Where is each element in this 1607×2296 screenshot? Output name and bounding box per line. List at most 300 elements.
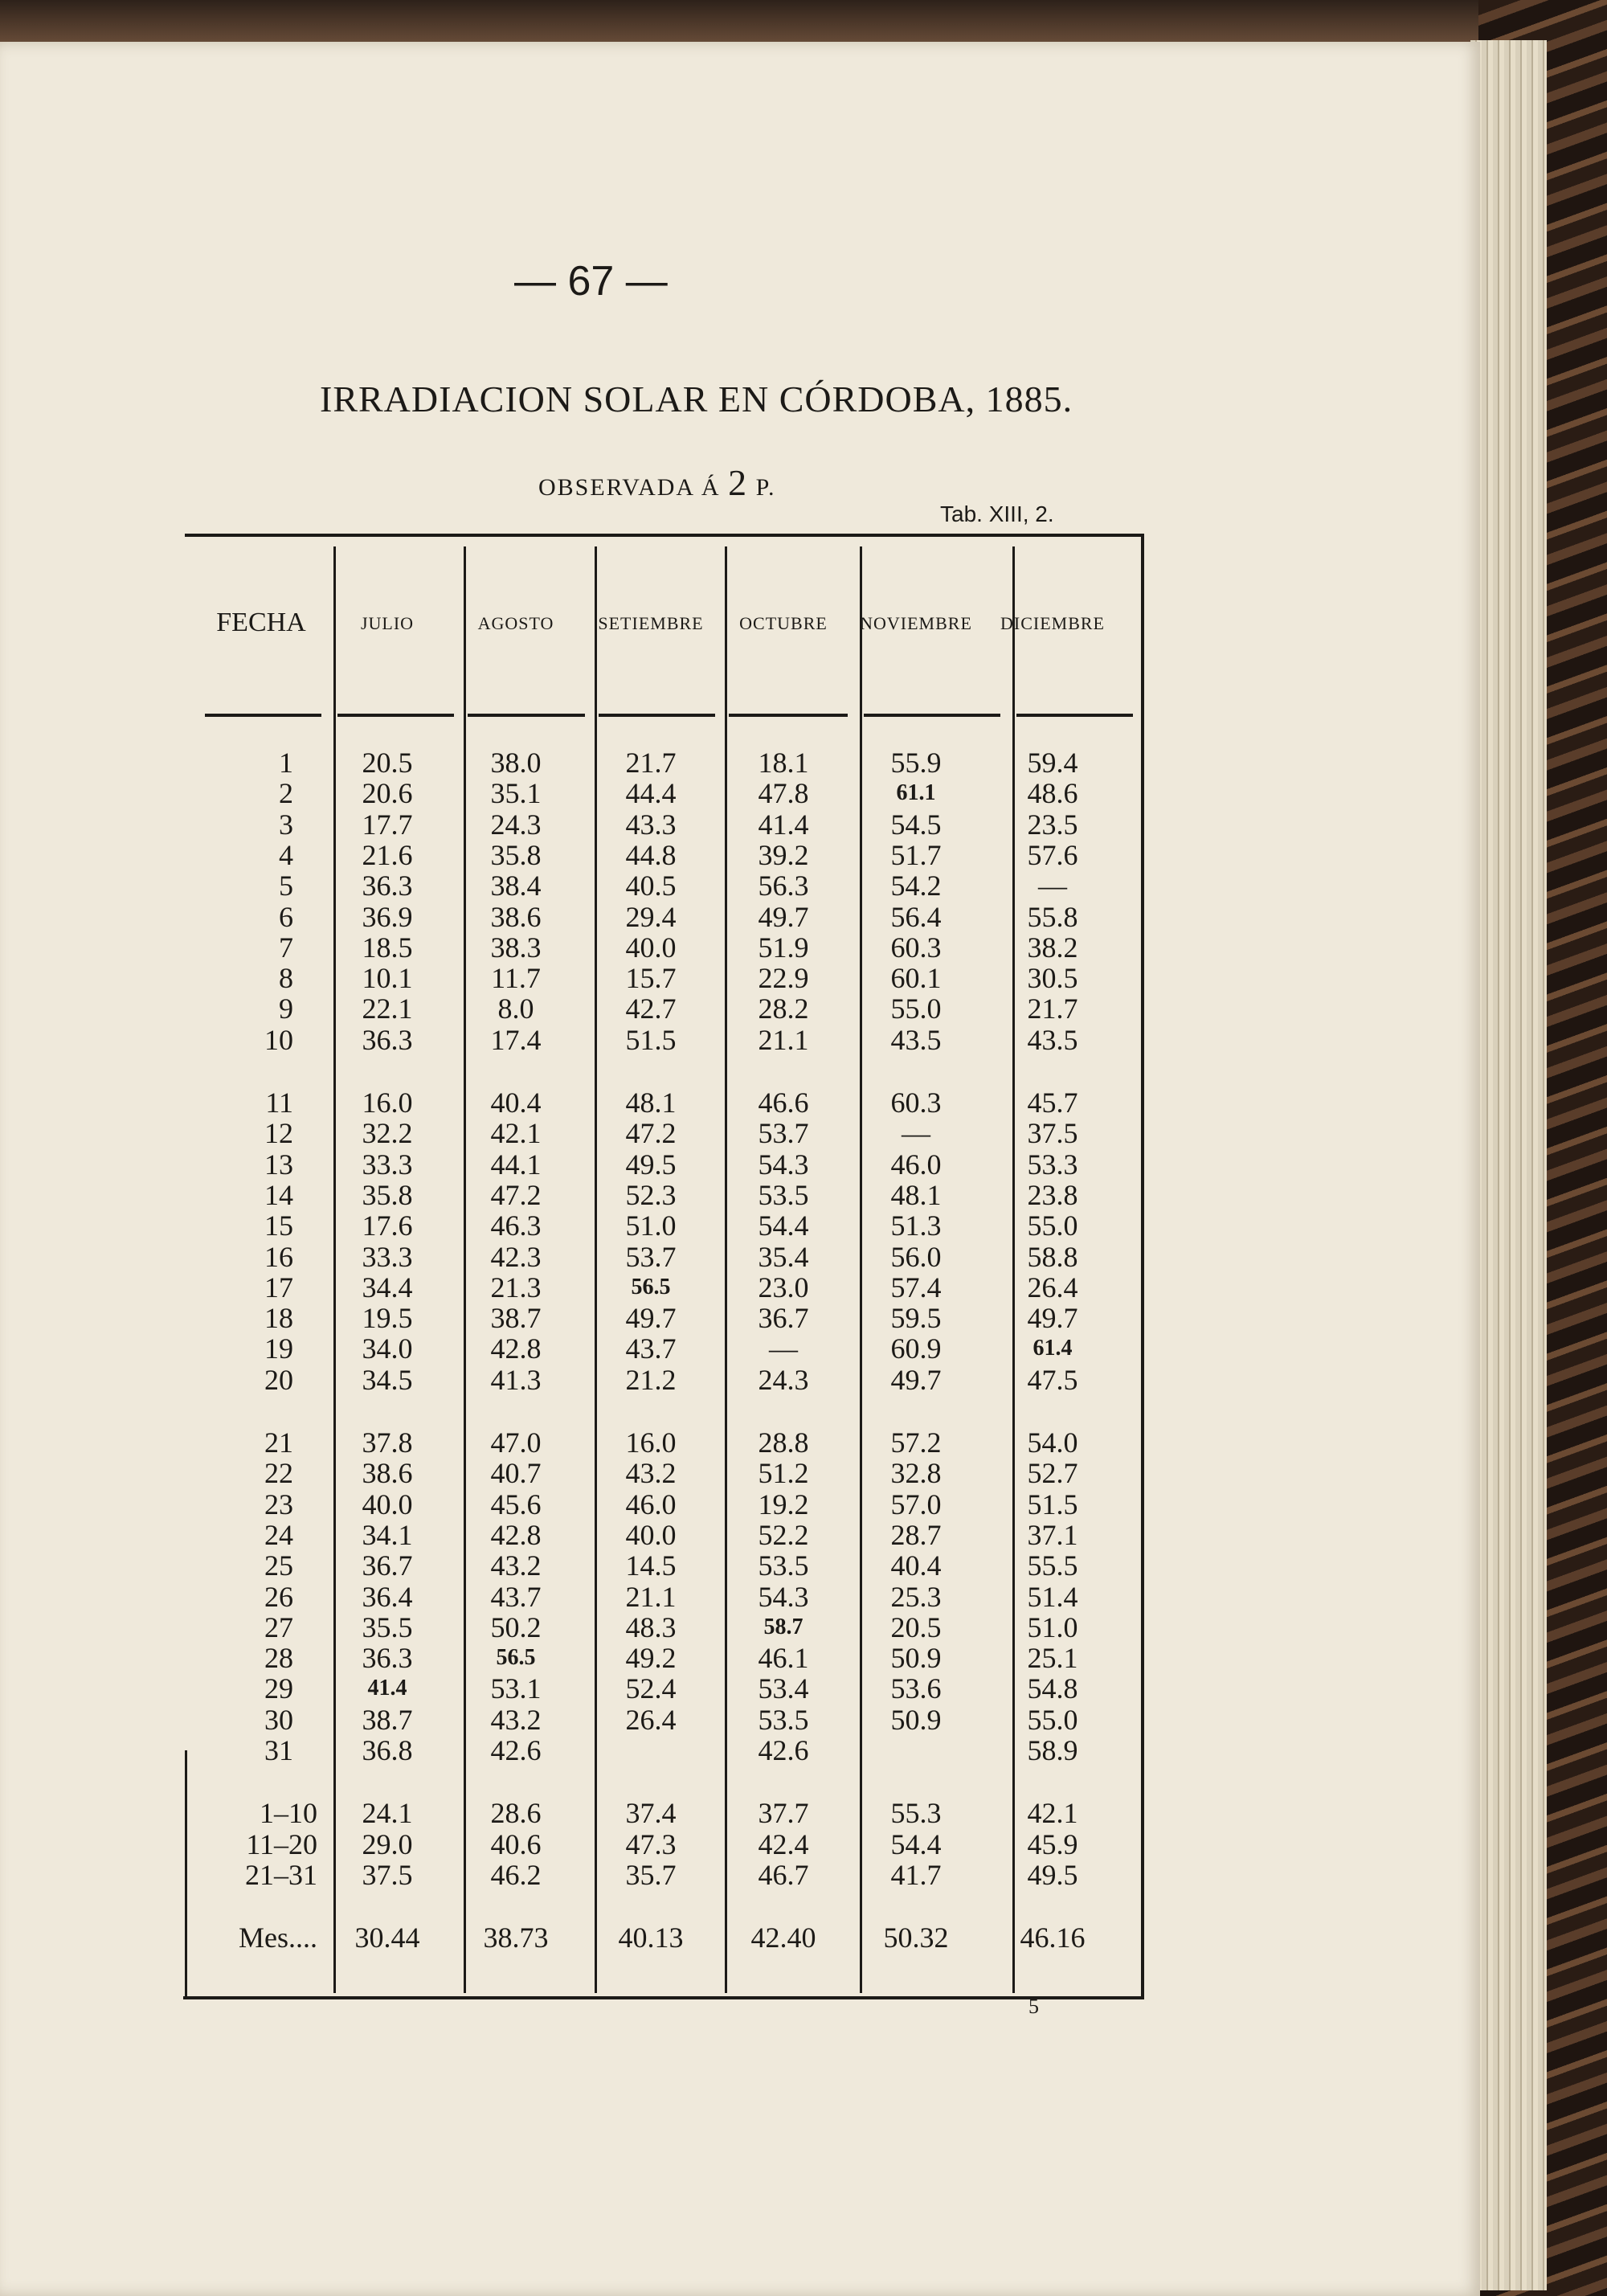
cell-diciembre: 55.8 [1027,900,1078,933]
table-row [185,1242,1141,1272]
table-row [185,1210,1141,1241]
cell-setiembre: 49.5 [625,1148,677,1181]
cell-diciembre: 45.7 [1027,1087,1078,1119]
cell-diciembre: 46.16 [1020,1922,1086,1954]
cell-noviembre: 51.3 [890,1209,942,1242]
summary-row [185,1860,1141,1890]
cell-setiembre: 40.0 [625,1518,677,1551]
cell-diciembre: — [1038,870,1067,902]
cell-diciembre: 38.2 [1027,931,1078,964]
cell-agosto: 38.0 [490,747,542,779]
cell-julio: 17.6 [362,1209,413,1242]
cell-diciembre: 51.0 [1027,1610,1078,1643]
cell-agosto: 38.6 [490,900,542,933]
cell-noviembre: 53.6 [890,1672,942,1705]
cell-agosto: 46.3 [490,1209,542,1242]
header-underline [337,714,454,717]
cell-agosto: 35.1 [490,777,542,810]
table-row [185,1025,1141,1055]
table-row [185,1550,1141,1581]
cell-julio: 20.5 [362,747,413,779]
cell-agosto: 44.1 [490,1148,542,1181]
cell-agosto: 40.7 [490,1457,542,1490]
cell-diciembre: 23.8 [1027,1178,1078,1211]
cell-julio: 18.5 [362,931,413,964]
cell-setiembre: 52.3 [625,1178,677,1211]
cell-setiembre: 47.3 [625,1827,677,1860]
cell-diciembre: 55.5 [1027,1549,1078,1582]
cell-setiembre: 40.13 [618,1922,684,1954]
cell-agosto: 38.7 [490,1302,542,1335]
cell-diciembre: 25.1 [1027,1642,1078,1675]
cell-diciembre: 54.8 [1027,1672,1078,1705]
cell-julio: 36.3 [362,1642,413,1675]
table-row [185,1303,1141,1333]
cell-noviembre: 50.32 [883,1922,949,1954]
cell-diciembre: 58.9 [1027,1734,1078,1766]
cell-setiembre: 51.5 [625,1023,677,1056]
data-table [185,534,1144,1999]
cell-julio: 22.1 [362,992,413,1025]
cell-fecha: 1 [279,747,293,779]
header-underline [864,714,1000,717]
cell-agosto: 40.4 [490,1087,542,1119]
cell-octubre: 21.1 [758,1023,809,1056]
cell-julio: 34.1 [362,1518,413,1551]
subtitle-prefix: OBSERVADA Á [538,474,721,501]
table-row [185,1087,1141,1118]
header-underline [1016,714,1133,717]
cell-noviembre: 60.3 [890,931,942,964]
cell-julio: 36.3 [362,1023,413,1056]
cell-octubre: 54.4 [758,1209,809,1242]
book-page [0,42,1480,2296]
table-row [185,870,1141,901]
table-reference: Tab. XIII, 2. [940,501,1054,526]
cell-setiembre: 43.3 [625,808,677,841]
cell-julio: 36.9 [362,900,413,933]
cell-octubre: 23.0 [758,1271,809,1304]
cell-diciembre: 45.9 [1027,1827,1078,1860]
cell-diciembre: 26.4 [1027,1271,1078,1304]
column-header-diciembre: DICIEMBRE [1000,613,1105,633]
cell-setiembre: 47.2 [625,1117,677,1150]
cell-octubre: 53.5 [758,1703,809,1736]
cell-octubre: 53.5 [758,1549,809,1582]
cell-octubre: 22.9 [758,962,809,995]
table-row [185,840,1141,870]
cell-setiembre: 43.7 [625,1332,677,1365]
column-header-setiembre: SETIEMBRE [598,613,704,633]
cell-diciembre: 61.4 [1032,1336,1073,1361]
page-subtitle [538,461,1020,504]
cell-agosto: 53.1 [490,1672,542,1705]
table-row [185,1149,1141,1180]
cell-octubre: 56.3 [758,870,809,902]
cell-fecha: 17 [264,1271,293,1304]
cell-julio: 10.1 [362,962,413,995]
cell-julio: 37.5 [362,1858,413,1891]
cell-setiembre: 15.7 [625,962,677,995]
cell-octubre: — [769,1332,798,1365]
cell-fecha: 3 [279,808,293,841]
cell-agosto: 42.8 [490,1332,542,1365]
cell-octubre: 53.7 [758,1117,809,1150]
cell-octubre: 58.7 [763,1614,804,1639]
cell-fecha: 15 [264,1209,293,1242]
cell-julio: 33.3 [362,1148,413,1181]
cell-octubre: 28.8 [758,1426,809,1459]
table-row [185,1735,1141,1766]
cell-noviembre: 61.1 [896,780,936,806]
cell-julio: 21.6 [362,838,413,871]
cell-diciembre: 55.0 [1027,1703,1078,1736]
table-bottom-rule [183,1996,1141,1999]
cell-noviembre: 50.9 [890,1703,942,1736]
cell-noviembre: 20.5 [890,1610,942,1643]
cell-setiembre: 40.5 [625,870,677,902]
cell-fecha: 4 [279,838,293,871]
table-row [185,1582,1141,1612]
cell-octubre: 37.7 [758,1797,809,1830]
cell-diciembre: 42.1 [1027,1797,1078,1830]
cell-fecha: Mes.... [239,1922,317,1954]
cell-fecha: 14 [264,1178,293,1211]
cell-fecha: 7 [279,931,293,964]
table-row [185,1612,1141,1643]
cell-julio: 35.5 [362,1610,413,1643]
table-row [185,778,1141,808]
table-row [185,1705,1141,1735]
cell-setiembre: 29.4 [625,900,677,933]
header-underline [599,714,715,717]
cell-diciembre: 53.3 [1027,1148,1078,1181]
cell-fecha: 23 [264,1488,293,1520]
table-row [185,1520,1141,1550]
cell-octubre: 47.8 [758,777,809,810]
cell-fecha: 19 [264,1332,293,1365]
cell-setiembre: 42.7 [625,992,677,1025]
cell-julio: 33.3 [362,1240,413,1273]
cell-noviembre: 54.2 [890,870,942,902]
cell-julio: 38.6 [362,1457,413,1490]
monthly-mean-row [185,1922,1141,1953]
cell-setiembre: 56.5 [631,1274,671,1299]
cell-julio: 35.8 [362,1178,413,1211]
cell-setiembre: 21.1 [625,1580,677,1613]
cell-julio: 36.8 [362,1734,413,1766]
cell-agosto: 17.4 [490,1023,542,1056]
column-header-agosto: AGOSTO [477,613,554,633]
cell-fecha: 8 [279,962,293,995]
table-row [185,993,1141,1024]
cell-noviembre: 60.3 [890,1087,942,1119]
header-underline [468,714,585,717]
cell-octubre: 49.7 [758,900,809,933]
cell-fecha: 11–20 [246,1827,317,1860]
cell-fecha: 27 [264,1610,293,1643]
cell-octubre: 52.2 [758,1518,809,1551]
table-row [185,1272,1141,1303]
cell-diciembre: 55.0 [1027,1209,1078,1242]
table-row [185,1489,1141,1520]
cell-octubre: 41.4 [758,808,809,841]
page-number: — 67 — [514,258,668,305]
cell-fecha: 30 [264,1703,293,1736]
cell-fecha: 29 [264,1672,293,1705]
cell-noviembre: 60.9 [890,1332,942,1365]
cell-agosto: 45.6 [490,1488,542,1520]
cell-fecha: 31 [264,1734,293,1766]
table-row [185,747,1141,778]
cell-fecha: 11 [265,1087,293,1119]
summary-row [185,1798,1141,1828]
cell-diciembre: 37.5 [1027,1117,1078,1150]
cell-noviembre: 56.4 [890,900,942,933]
signature-mark: 5 [1028,1995,1039,2018]
column-header-fecha: FECHA [216,608,306,637]
table-row [185,1458,1141,1488]
cell-noviembre: 46.0 [890,1148,942,1181]
cell-diciembre: 30.5 [1027,962,1078,995]
cell-noviembre: 48.1 [890,1178,942,1211]
cell-setiembre: 40.0 [625,931,677,964]
cell-agosto: 38.4 [490,870,542,902]
cell-octubre: 42.4 [758,1827,809,1860]
cell-diciembre: 49.7 [1027,1302,1078,1335]
cell-fecha: 24 [264,1518,293,1551]
cell-agosto: 24.3 [490,808,542,841]
cell-julio: 24.1 [362,1797,413,1830]
cell-setiembre: 21.2 [625,1363,677,1396]
cell-noviembre: 41.7 [890,1858,942,1891]
cell-agosto: 11.7 [491,962,541,995]
cell-julio: 32.2 [362,1117,413,1150]
cell-setiembre: 16.0 [625,1426,677,1459]
cell-noviembre: 43.5 [890,1023,942,1056]
page-title: IRRADIACION SOLAR EN CÓRDOBA, 1885. [320,379,1073,420]
cell-setiembre: 21.7 [625,747,677,779]
cell-octubre: 19.2 [758,1488,809,1520]
cell-julio: 36.4 [362,1580,413,1613]
cell-octubre: 39.2 [758,838,809,871]
cell-agosto: 46.2 [490,1858,542,1891]
cell-julio: 34.4 [362,1271,413,1304]
page-edges [1470,40,1547,2290]
table-row [185,902,1141,932]
cell-agosto: 42.1 [490,1117,542,1150]
header-underline [205,714,321,717]
cell-diciembre: 23.5 [1027,808,1078,841]
cell-agosto: 8.0 [497,992,534,1025]
cell-setiembre: 51.0 [625,1209,677,1242]
cell-agosto: 43.2 [490,1703,542,1736]
cell-diciembre: 37.1 [1027,1518,1078,1551]
cell-fecha: 18 [264,1302,293,1335]
table-row [185,809,1141,840]
cell-octubre: 42.40 [750,1922,816,1954]
cell-octubre: 53.4 [758,1672,809,1705]
cell-diciembre: 51.5 [1027,1488,1078,1520]
cell-setiembre: 49.7 [625,1302,677,1335]
cell-agosto: 35.8 [490,838,542,871]
cell-octubre: 54.3 [758,1580,809,1613]
cell-fecha: 2 [279,777,293,810]
cell-fecha: 12 [264,1117,293,1150]
subtitle-suffix: P. [755,474,776,501]
cell-noviembre: 25.3 [890,1580,942,1613]
cell-octubre: 35.4 [758,1240,809,1273]
cell-setiembre: 44.4 [625,777,677,810]
cell-octubre: 53.5 [758,1178,809,1211]
cell-diciembre: 59.4 [1027,747,1078,779]
cell-julio: 41.4 [367,1676,407,1701]
cell-fecha: 10 [264,1023,293,1056]
cell-diciembre: 43.5 [1027,1023,1078,1056]
cell-noviembre: 56.0 [890,1240,942,1273]
cell-agosto: 47.2 [490,1178,542,1211]
cell-agosto: 47.0 [490,1426,542,1459]
cell-agosto: 38.3 [490,931,542,964]
cell-octubre: 51.2 [758,1457,809,1490]
cell-noviembre: 57.4 [890,1271,942,1304]
cell-noviembre: 60.1 [890,962,942,995]
cell-fecha: 26 [264,1580,293,1613]
cell-agosto: 40.6 [490,1827,542,1860]
table-row [185,1643,1141,1673]
cell-fecha: 9 [279,992,293,1025]
cell-octubre: 42.6 [758,1734,809,1766]
cell-julio: 36.3 [362,870,413,902]
cell-julio: 30.44 [354,1922,420,1954]
cell-octubre: 36.7 [758,1302,809,1335]
cell-julio: 34.0 [362,1332,413,1365]
cell-julio: 37.8 [362,1426,413,1459]
cell-setiembre: 46.0 [625,1488,677,1520]
cell-fecha: 6 [279,900,293,933]
cell-diciembre: 51.4 [1027,1580,1078,1613]
cell-fecha: 1–10 [260,1797,317,1830]
cell-noviembre: 51.7 [890,838,942,871]
table-row [185,1365,1141,1395]
cell-julio: 38.7 [362,1703,413,1736]
cell-diciembre: 58.8 [1027,1240,1078,1273]
cell-noviembre: 40.4 [890,1549,942,1582]
cell-diciembre: 52.7 [1027,1457,1078,1490]
cell-julio: 40.0 [362,1488,413,1520]
cell-noviembre: 59.5 [890,1302,942,1335]
cell-setiembre: 26.4 [625,1703,677,1736]
cell-setiembre: 44.8 [625,838,677,871]
table-row [185,1673,1141,1704]
cell-octubre: 28.2 [758,992,809,1025]
cell-julio: 34.5 [362,1363,413,1396]
cell-octubre: 46.7 [758,1858,809,1891]
table-row [185,932,1141,963]
cell-julio: 16.0 [362,1087,413,1119]
cell-agosto: 21.3 [490,1271,542,1304]
cell-octubre: 46.1 [758,1642,809,1675]
column-header-julio: JULIO [360,613,415,633]
cell-fecha: 16 [264,1240,293,1273]
cell-agosto: 42.6 [490,1734,542,1766]
column-header-noviembre: NOVIEMBRE [860,613,972,633]
cell-setiembre: 35.7 [625,1858,677,1891]
cell-setiembre: 49.2 [625,1642,677,1675]
cell-fecha: 20 [264,1363,293,1396]
cell-noviembre: — [902,1117,930,1150]
cell-noviembre: 54.4 [890,1827,942,1860]
cell-setiembre: 52.4 [625,1672,677,1705]
cell-fecha: 13 [264,1148,293,1181]
cell-noviembre: 55.0 [890,992,942,1025]
cell-fecha: 21 [264,1426,293,1459]
cell-noviembre: 57.0 [890,1488,942,1520]
subtitle-hour: 2 [728,462,749,503]
cell-noviembre: 50.9 [890,1642,942,1675]
cell-noviembre: 54.5 [890,808,942,841]
table-row [185,1427,1141,1458]
cell-agosto: 41.3 [490,1363,542,1396]
cell-noviembre: 57.2 [890,1426,942,1459]
summary-row [185,1829,1141,1860]
cell-noviembre: 49.7 [890,1363,942,1396]
cell-diciembre: 57.6 [1027,838,1078,871]
cell-agosto: 42.8 [490,1518,542,1551]
cell-noviembre: 28.7 [890,1518,942,1551]
cell-diciembre: 49.5 [1027,1858,1078,1891]
cell-noviembre: 55.9 [890,747,942,779]
cell-julio: 19.5 [362,1302,413,1335]
cell-octubre: 51.9 [758,931,809,964]
cell-diciembre: 54.0 [1027,1426,1078,1459]
column-header-octubre: OCTUBRE [739,613,828,633]
cell-julio: 17.7 [362,808,413,841]
cell-octubre: 24.3 [758,1363,809,1396]
table-row [185,963,1141,993]
cell-agosto: 38.73 [483,1922,549,1954]
header-underline [729,714,848,717]
cell-julio: 29.0 [362,1827,413,1860]
table-row [185,1333,1141,1364]
cell-setiembre: 43.2 [625,1457,677,1490]
cell-setiembre: 48.3 [625,1610,677,1643]
cell-diciembre: 21.7 [1027,992,1078,1025]
cell-diciembre: 48.6 [1027,777,1078,810]
cell-agosto: 50.2 [490,1610,542,1643]
cell-fecha: 28 [264,1642,293,1675]
cell-setiembre: 37.4 [625,1797,677,1830]
cell-octubre: 18.1 [758,747,809,779]
cell-fecha: 21–31 [245,1858,317,1891]
cell-setiembre: 14.5 [625,1549,677,1582]
table-row [185,1180,1141,1210]
cell-julio: 20.6 [362,777,413,810]
cell-agosto: 56.5 [496,1645,536,1671]
cell-agosto: 43.7 [490,1580,542,1613]
cell-agosto: 28.6 [490,1797,542,1830]
cell-julio: 36.7 [362,1549,413,1582]
cell-agosto: 43.2 [490,1549,542,1582]
cell-setiembre: 48.1 [625,1087,677,1119]
cell-agosto: 42.3 [490,1240,542,1273]
cell-fecha: 5 [279,870,293,902]
cell-fecha: 22 [264,1457,293,1490]
cell-octubre: 46.6 [758,1087,809,1119]
book-top-edge [0,0,1575,47]
cell-fecha: 25 [264,1549,293,1582]
cell-noviembre: 55.3 [890,1797,942,1830]
